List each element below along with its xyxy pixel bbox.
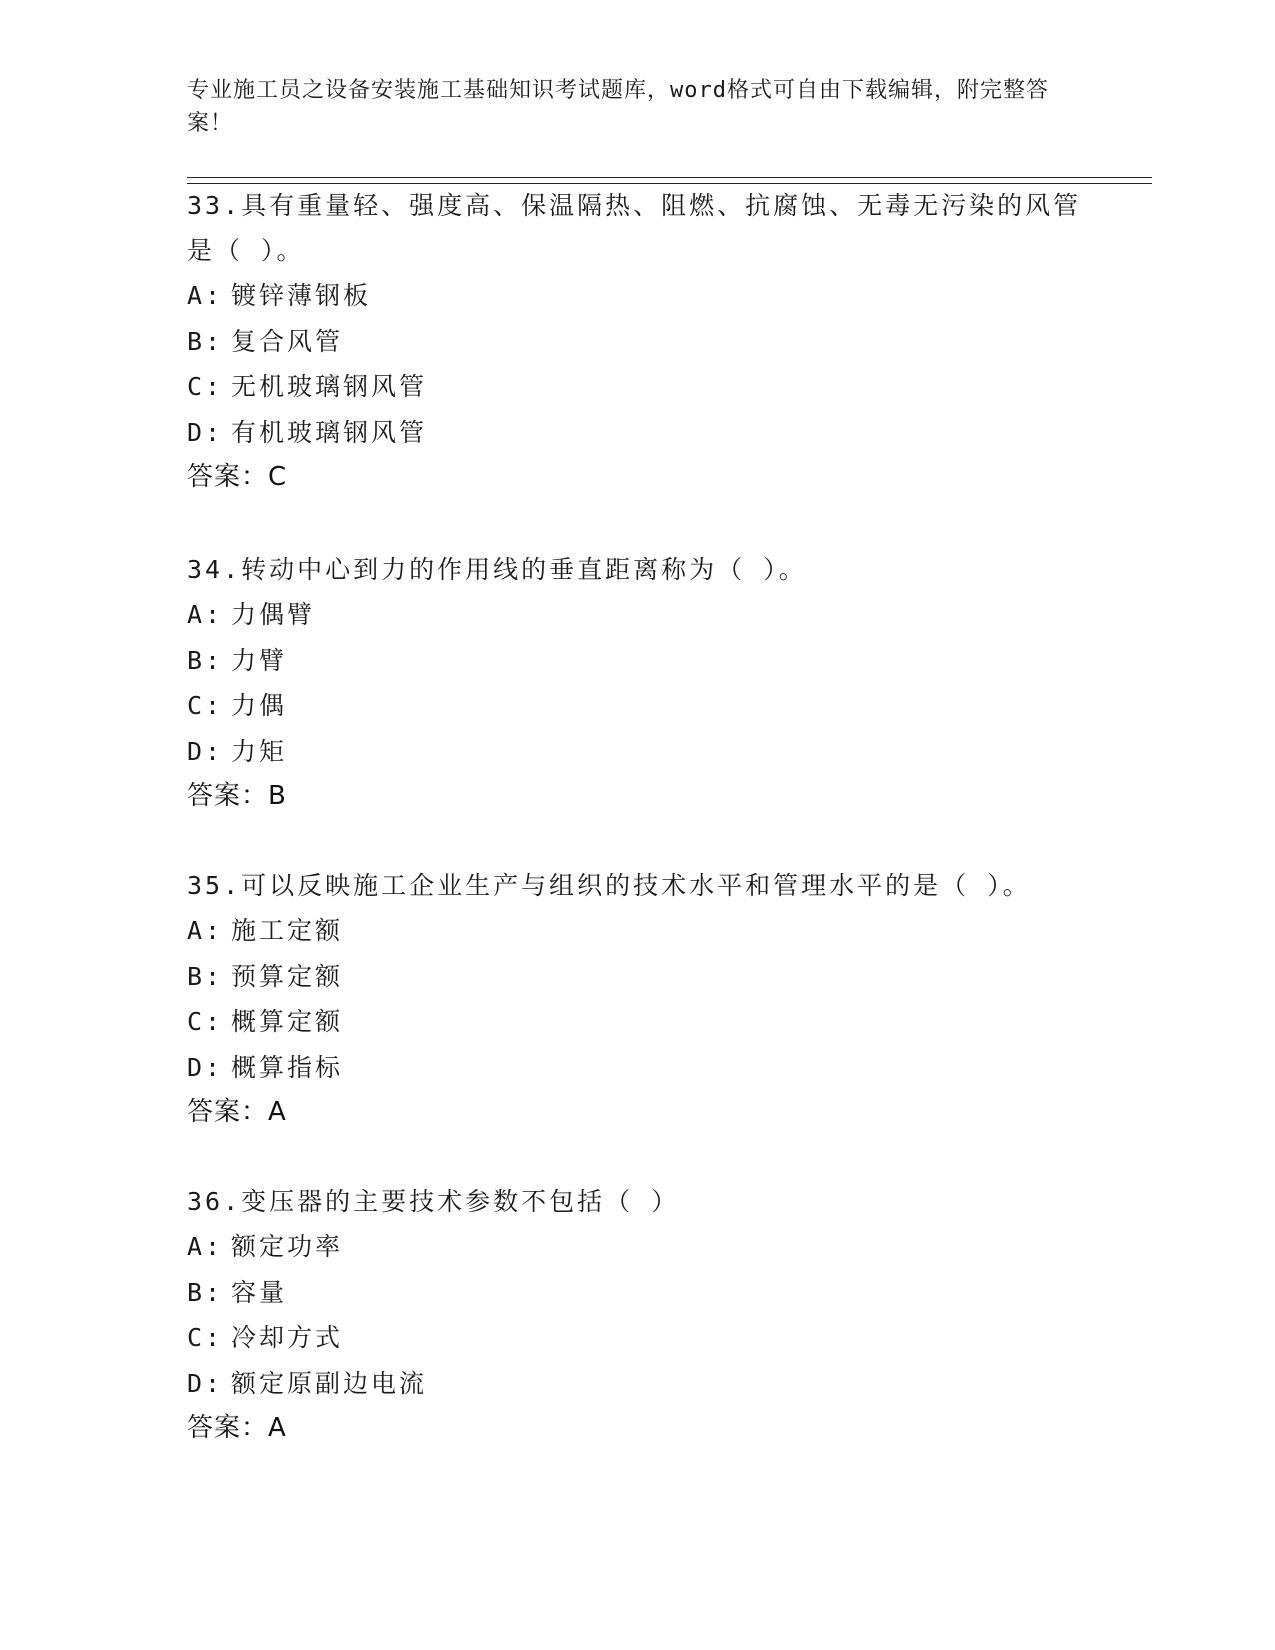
option-key: D:	[187, 1368, 224, 1398]
option-key: A:	[187, 1232, 224, 1261]
option-text: 冷却方式	[231, 1323, 344, 1352]
option-c	[187, 999, 1107, 1045]
option-d	[187, 1361, 1107, 1407]
option-key: B:	[187, 326, 224, 356]
document-header: 专业施工员之设备安装施工基础知识考试题库，word格式可自由下载编辑，附完整答案！	[187, 78, 1049, 136]
option-key: D:	[187, 736, 224, 766]
option-c	[187, 683, 1107, 729]
option-text: 施工定额	[231, 916, 344, 945]
option-key: D:	[187, 1052, 224, 1082]
option-key: B:	[187, 961, 224, 991]
option-d	[187, 1045, 1107, 1091]
answer: 答案：A	[187, 1097, 287, 1127]
option-text: 力臂	[231, 645, 288, 675]
header-rule-top	[187, 177, 1152, 178]
question-35	[187, 863, 1107, 1135]
option-key: D:	[187, 417, 224, 447]
option-text: 概算定额	[231, 1007, 344, 1036]
option-key: B:	[187, 645, 224, 675]
option-key: C:	[187, 1007, 224, 1036]
option-key: A:	[187, 916, 224, 945]
option-b	[187, 638, 1107, 684]
option-a	[187, 1224, 1107, 1270]
question-34	[187, 547, 1107, 819]
option-key: C:	[187, 1323, 224, 1352]
option-text: 复合风管	[231, 326, 344, 356]
option-text: 额定原副边电流	[231, 1368, 428, 1398]
option-text: 预算定额	[231, 961, 344, 991]
option-c	[187, 1315, 1107, 1361]
option-text: 容量	[231, 1277, 288, 1307]
option-a	[187, 592, 1107, 638]
question-stem: 36.变压器的主要技术参数不包括（ ）	[187, 1187, 680, 1216]
option-a	[187, 273, 1107, 319]
option-text: 有机玻璃钢风管	[231, 417, 428, 447]
question-36	[187, 1179, 1107, 1451]
option-text: 概算指标	[231, 1052, 344, 1082]
option-text: 镀锌薄钢板	[231, 281, 372, 310]
option-a	[187, 908, 1107, 954]
option-text: 额定功率	[231, 1232, 344, 1261]
question-stem: 33.具有重量轻、强度高、保温隔热、阻燃、抗腐蚀、无毒无污染的风管是（ ）。	[187, 191, 1082, 265]
option-b	[187, 319, 1107, 365]
option-d	[187, 410, 1107, 456]
option-text: 力偶	[231, 691, 288, 720]
answer: 答案：C	[187, 462, 288, 492]
option-key: B:	[187, 1277, 224, 1307]
option-text: 无机玻璃钢风管	[231, 372, 428, 401]
question-stem: 35.可以反映施工企业生产与组织的技术水平和管理水平的是（ ）。	[187, 871, 1031, 900]
option-key: A:	[187, 281, 224, 310]
option-key: A:	[187, 600, 224, 629]
option-text: 力偶臂	[231, 600, 316, 629]
option-key: C:	[187, 372, 224, 401]
answer: 答案：B	[187, 781, 287, 811]
option-c	[187, 364, 1107, 410]
option-b	[187, 954, 1107, 1000]
option-b	[187, 1270, 1107, 1316]
answer: 答案：A	[187, 1413, 287, 1443]
option-text: 力矩	[231, 736, 288, 766]
option-key: C:	[187, 691, 224, 720]
option-d	[187, 729, 1107, 775]
question-stem: 34.转动中心到力的作用线的垂直距离称为（ ）。	[187, 555, 807, 584]
question-33	[187, 183, 1107, 500]
